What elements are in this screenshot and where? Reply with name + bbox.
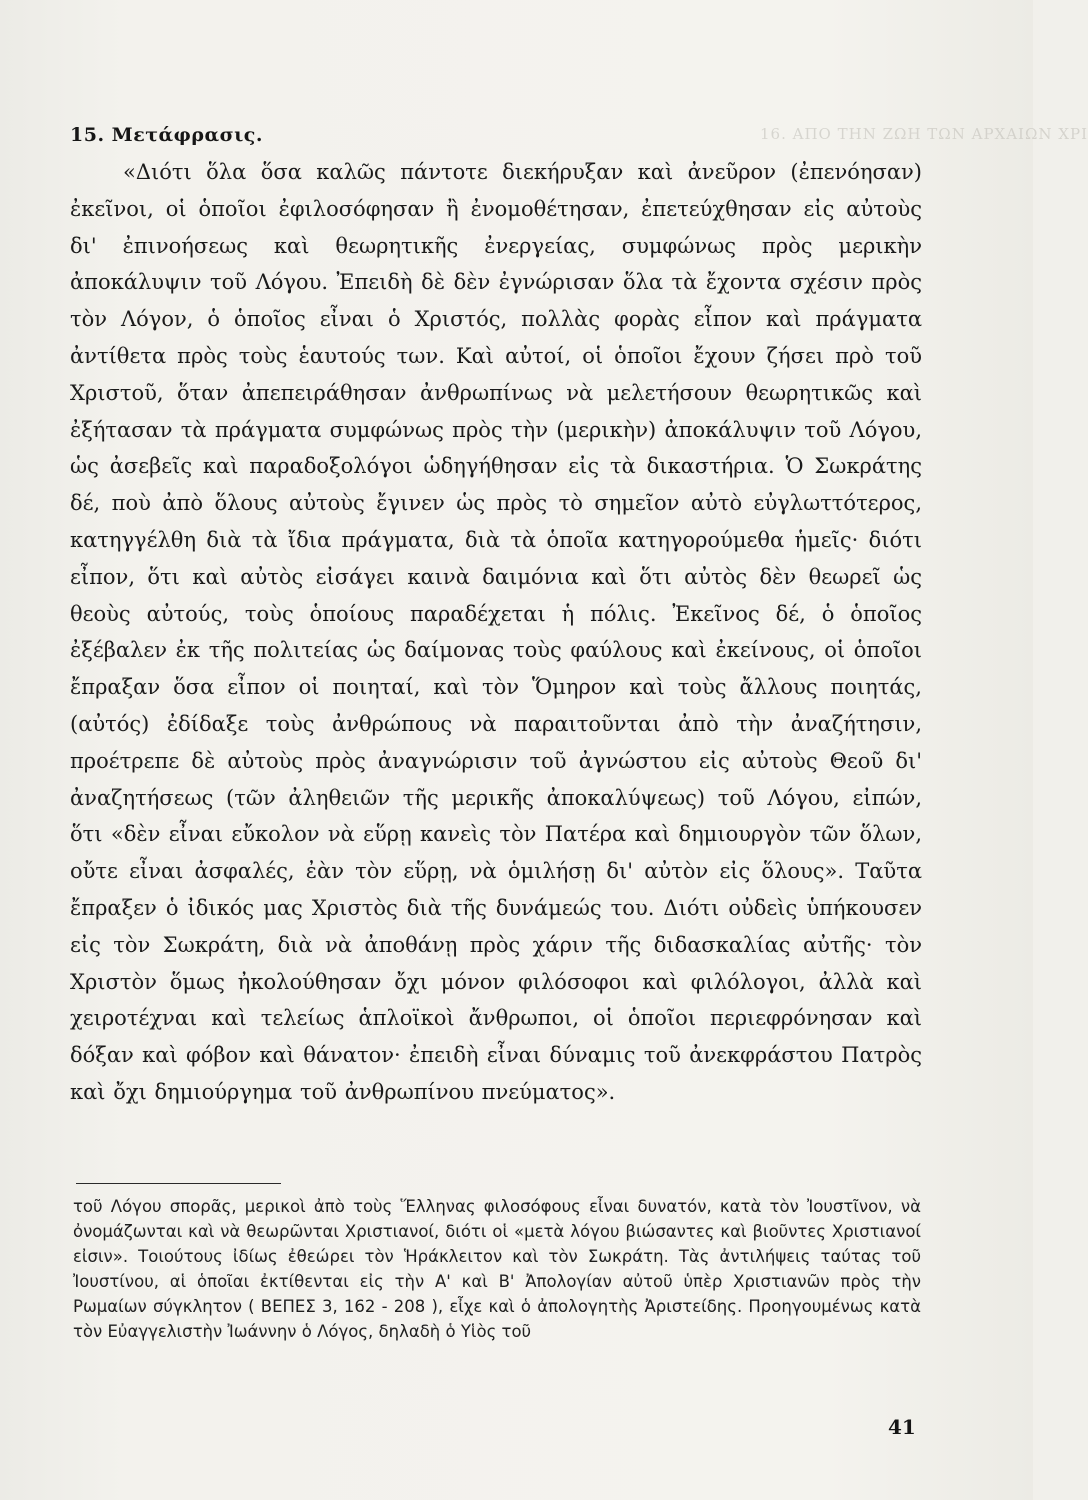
bleed-through-text: 16. ΑΠΟ ΤΗΝ ΖΩΗ ΤΩΝ ΑΡΧΑΙΩΝ ΧΡΙ xyxy=(760,125,1088,143)
footnote-text: τοῦ Λόγου σπορᾶς, μερικοὶ ἀπὸ τοὺς Ἕλληνας φιλοσόφους εἶναι δυνατόν, κατὰ τὸν Ἰουστῖνον, νὰ ὀνομάζωνται καὶ νὰ θεωρῶνται Χριστιανοί, διότι οἱ «μετὰ λόγου βιώσαντες καὶ βιοῦντες Χριστιανοί εἰσιν». Τοιούτους ἰδίως ἐθεώρει τὸν Ἡράκλειτον καὶ τὸν Σωκράτη. Τὰς ἀντιλήψεις ταύτας τοῦ Ἰουστίνου, αἱ ὁποῖαι ἐκτίθενται εἰς τὴν Α' καὶ Β' Ἀπολογίαν αὐτοῦ ὑπὲρ Χριστιανῶν πρὸς τὴν Ρωμαίων σύγκλητον ( ΒΕΠΕΣ 3, 162 - 208 ), εἶχε καὶ ὁ ἀπολογητὴς Ἀριστείδης. Προηγουμένως κατὰ τὸν Εὐαγγελιστὴν Ἰωάννην ὁ Λόγος, δηλαδὴ ὁ Υἱὸς τοῦ xyxy=(73,1197,921,1341)
main-text xyxy=(70,154,922,1111)
footnote xyxy=(73,1194,921,1344)
footnote-separator xyxy=(76,1183,281,1184)
page-number: 41 xyxy=(888,1415,916,1439)
body-paragraph: «Διότι ὅλα ὅσα καλῶς πάντοτε διεκήρυξαν καὶ ἀνεῦρον (ἐπενόησαν) ἐκεῖνοι, οἱ ὁποῖοι ἐφιλοσόφησαν ἢ ἐνομοθέτησαν, ἐπετεύχθησαν εἰς αὐτοὺς δι' ἐπινοήσεως καὶ θεωρητικῆς ἐνεργείας, συμφώνως πρὸς μερικὴν ἀποκάλυψιν τοῦ Λόγου. Ἐπειδὴ δὲ δὲν ἐγνώρισαν ὅλα τὰ ἔχοντα σχέσιν πρὸς τὸν Λόγον, ὁ ὁποῖος εἶναι ὁ Χριστός, πολλὰς φορὰς εἶπον καὶ πράγματα ἀντίθετα πρὸς τοὺς ἑαυτούς των. Καὶ αὐτοί, οἱ ὁποῖοι ἔχουν ζήσει πρὸ τοῦ Χριστοῦ, ὅταν ἀπεπειράθησαν ἀνθρωπίνως νὰ μελετήσουν θεωρητικῶς καὶ ἐξήτασαν τὰ πράγματα συμφώνως πρὸς τὴν (μερικὴν) ἀποκάλυψιν τοῦ Λόγου, ὡς ἀσεβεῖς καὶ παραδοξολόγοι ὡδηγήθησαν εἰς τὰ δικαστήρια. Ὁ Σωκράτης δέ, ποὺ ἀπὸ ὅλους αὐτοὺς ἔγινεν ὡς πρὸς τὸ σημεῖον αὐτὸ εὐγλωττότερος, κατηγγέλθη διὰ τὰ ἴδια πράγματα, διὰ τὰ ὁποῖα κατηγορούμεθα ἡμεῖς· διότι εἶπον, ὅτι καὶ αὐτὸς εἰσάγει καινὰ δαιμόνια καὶ ὅτι αὐτὸς δὲν θεωρεῖ ὡς θεοὺς αὐτούς, τοὺς ὁποίους παραδέχεται ἡ πόλις. Ἐκεῖνος δέ, ὁ ὁποῖος ἐξέβαλεν ἐκ τῆς πολιτείας ὡς δαίμονας τοὺς φαύλους καὶ ἐκείνους, οἱ ὁποῖοι ἔπραξαν ὅσα εἶπον οἱ ποιηταί, καὶ τὸν Ὅμηρον καὶ τοὺς ἄλλους ποιητάς, (αὐτός) ἐδίδαξε τοὺς ἀνθρώπους νὰ παραιτοῦνται ἀπὸ τὴν ἀναζήτησιν, προέτρεπε δὲ αὐτοὺς πρὸς ἀναγνώρισιν τοῦ ἀγνώστου εἰς αὐτοὺς Θεοῦ δι' ἀναζητήσεως (τῶν ἀληθειῶν τῆς μερικῆς ἀποκαλύψεως) τοῦ Λόγου, εἰπών, ὅτι «δὲν εἶναι εὔκολον νὰ εὕρῃ κανεὶς τὸν Πατέρα καὶ δημιουργὸν τῶν ὅλων, οὔτε εἶναι ἀσφαλές, ἐὰν τὸν εὕρῃ, νὰ ὁμιλήσῃ δι' αὐτὸν εἰς ὅλους». Ταῦτα ἔπραξεν ὁ ἰδικός μας Χριστὸς διὰ τῆς δυνάμεώς του. Διότι οὐδεὶς ὑπήκουσεν εἰς τὸν Σωκράτη, διὰ νὰ ἀποθάνῃ πρὸς χάριν τῆς διδασκαλίας αὐτῆς· τὸν Χριστὸν ὅμως ἠκολούθησαν ὄχι μόνον φιλόσοφοι καὶ φιλόλογοι, ἀλλὰ καὶ χειροτέχναι καὶ τελείως ἁπλοϊκοὶ ἄνθρωποι, οἱ ὁποῖοι περιεφρόνησαν καὶ δόξαν καὶ φόβον καὶ θάνατον· ἐπειδὴ εἶναι δύναμις τοῦ ἀνεκφράστου Πατρὸς καὶ ὄχι δημιούργημα τοῦ ἀνθρωπίνου πνεύματος». xyxy=(70,160,922,1104)
section-heading: 15. Μετάφρασις. xyxy=(70,124,263,146)
